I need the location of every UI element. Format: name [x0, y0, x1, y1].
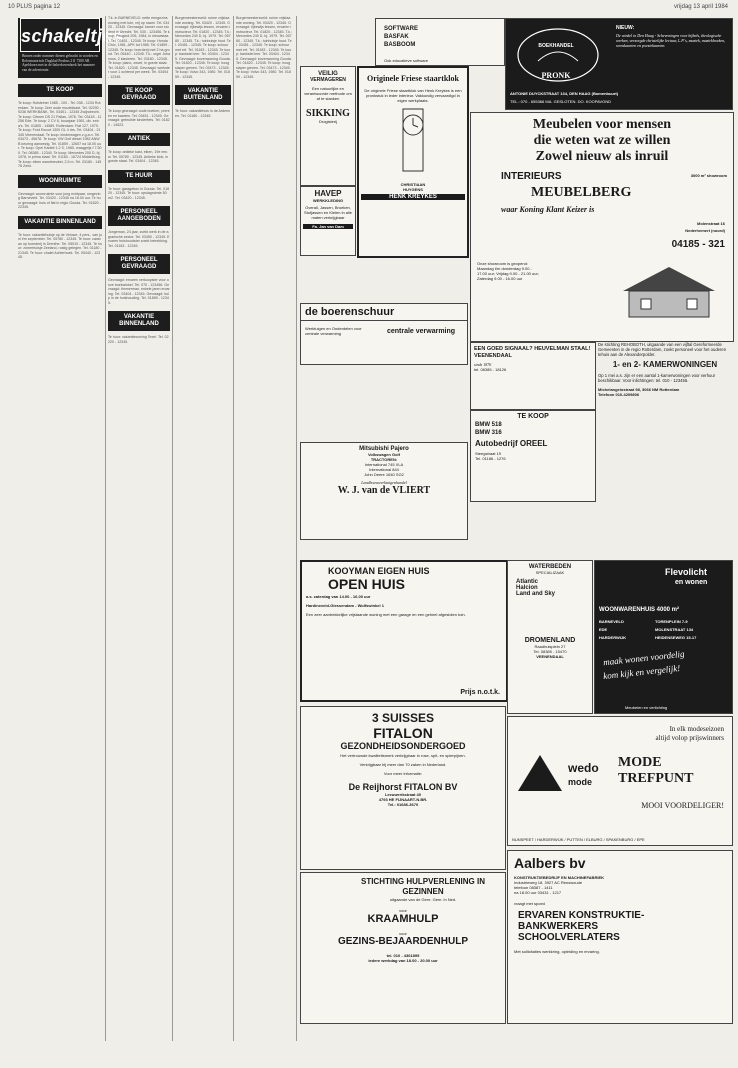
aalbers-brand: Aalbers bv [514, 855, 586, 871]
veilig-sub: VERMAGEREN [310, 77, 346, 83]
heuvelman-tel: tel. 08385 - 18126 [474, 367, 507, 372]
wedo-head2: TREFPUNT [618, 771, 694, 786]
meubel-line3: Zowel nieuw als inruil [535, 149, 669, 164]
boekhandel-nieuw: NIEUW: [616, 25, 635, 31]
havep-sub: WERKKLEDING [312, 198, 344, 203]
bmw-line2: BMW 316 [475, 430, 502, 436]
boekhandel-name: BOEKHANDEL [538, 43, 574, 49]
meubel-title: Meubelen voor mensen [532, 117, 672, 132]
classifieds-column-2 [108, 16, 170, 1041]
ad-rehoboth [598, 342, 732, 508]
flevo-city3: HARDERWIJK [599, 635, 627, 640]
aalbers-item: ERVAREN KONSTRUKTIE- [518, 910, 645, 921]
bmw-head: TE KOOP [517, 413, 549, 420]
kooyman-price: Prijs n.o.t.k. [460, 689, 500, 696]
section-header-te-huur: TE HUUR [108, 170, 170, 183]
wedo-tag1: In elk modeseizoen [669, 725, 724, 733]
classified-text: Te huur: garagebox in Gouda. Tel. 01820 - 12345. Te huur: opslagruimte 50 m2. Tel. 03420 - 12345. [108, 186, 170, 200]
ad-friese-staartklok [357, 66, 469, 258]
fitalon-address: Leeuwerikstraat 40 [384, 792, 422, 797]
aalbers-address: Industrieweg 18, 3927 AC Renswoude [514, 880, 583, 885]
rehoboth-body: Op 1 mei a.s. zijn er een aantal 1-kamerwoningen voor verhuur beschikbaar. Voor inlichtingen: tel. 010 - 123456. [598, 373, 716, 383]
wedo-triangle-icon [516, 753, 564, 793]
classifieds-column-1 [18, 16, 124, 1041]
fitalon-head: 3 SUISSES [371, 711, 435, 725]
ad-aalbers [507, 850, 733, 1024]
schakeltjes-intro: Binnen onder nummer dienen gebracht in worden en Reformatorisch Dagblad Postbus 211 7300 AB Apeldoorn met in de linkerbovenhoek het nummer van de advertentie. [18, 52, 102, 78]
flevo-st2: MOLENSTRAAT 134 [655, 627, 694, 632]
flevo-sub: en wonen [675, 579, 708, 586]
meubel-city: Nederhemert (noord) [685, 228, 725, 233]
vliert-line4: International 844 [369, 467, 399, 472]
kooyman-body: Een zeer aantrekkelijke vrijstaande woning met een garage en een geheel afgesloten tuin. [306, 612, 466, 617]
vliert-line3: International 745 XLA [364, 462, 404, 467]
waterbeden-address: Raadhuisplein 27 [534, 644, 566, 649]
fitalon-brand: FITALON [373, 725, 433, 741]
kooyman-place: Hardinxveld-Giessendam - Wolfswinkel 1 [306, 603, 384, 608]
vliert-line5: John Deere 1640 SG2 [364, 472, 404, 477]
classified-text: Te huur: vakantiehuisje op de Veluwe, 4 pers., van juni t/m september. Tel. 05780 - 12345. Te huur: caravan op boerderij in Drenthe. Tel. 05910 - 12345. Te huur: zomerhuisje Zeeland, rustig gelegen. Tel. 01180 - 21345. Te huur: chalet Achterhoek. Tel. 05440 - 12345. [18, 232, 102, 259]
ad-heuvelman-staal [470, 342, 596, 410]
fitalon-tel: Tel.: 01686-3670 [387, 802, 419, 807]
section-header-antiek: ANTIEK [108, 133, 170, 146]
stichting-note: iedere werkdag van 18.00 - 20.00 uur [368, 958, 438, 963]
aalbers-tel2: na 18.00 uur 03431 - 1217 [514, 890, 562, 895]
ad-oreel-bmw [470, 410, 596, 502]
classified-text: Jongeman, 24 jaar, zoekt werk in de agrarische sector. Tel. 03450 - 12345. Ervaren huishoudster zoekt betrekking. Tel. 01183 - 12345. [108, 230, 170, 248]
meubel-brand: INTERIEURS [501, 171, 562, 182]
boekhandel-sub: PRONK [541, 71, 571, 80]
section-header-personeel-gevraagd: PERSONEEL GEVRAAGD [108, 254, 170, 274]
schakeltjes-title: schakeltjes [20, 18, 100, 52]
veilig-head: VEILIG [318, 71, 338, 77]
rehoboth-contact: Michelangelostraat 98, 3066 NM Rotterdam [598, 387, 680, 392]
fitalon-body3: Voor meer informatie: [383, 771, 423, 776]
havep-shop: Fa. Jan van Dam [303, 224, 353, 229]
aalbers-head: KONSTRUKTIEBEDRIJF EN MACHINEFABRIEK [514, 875, 605, 880]
heuvelman-head: EEN GOED SIGNAAL? HEUVELMAN STAAL! VEENENDAAL [474, 346, 591, 359]
rehoboth-intro: De stichting REHOBOTH, uitgaande van een vijftal Gereformeerde Gemeenten in de regio Rotterdam, zoekt personeel voor het ouderen tehuis aan de Alexanderpolder. [598, 342, 727, 357]
waterbeden-phone: Tel. 08385 - 15470 [533, 649, 567, 654]
classified-text: Burgemeestersveld: ruime vrijstaande woning. Tel. 03420 - 12345. Gevraagd: rijbewijs lessen, ervaren instructeur. Tel. 01820 - 12345. T.k.: Mercedes 240 D, bj. 1979. Tel. 05780 - 12345. T.k.: tuinhuisje hout. Tel. 03451 - 12345. Te koop: schuur met erf. Tel. 01183 - 12345. Te koop: bankstel leer. Tel. 03404 - 12345. Gevraagd: bovenwoning Gouda. Tel. 01820 - 12345. Te koop: hoogslaper grenen. Tel. 03473 - 12345. Te koop: Volvo 343, 1980. Tel. 01859 - 12345. [236, 16, 293, 79]
boekhandel-address: ANTONIE DUYCKSTRAAT 134, DEN HAAG (Bomenbuurt) [510, 91, 619, 96]
waterbeden-item: Halcion [516, 585, 538, 591]
waterbeden-item: Atlantic [516, 579, 539, 585]
column-rule [105, 16, 106, 1041]
section-header-te-koop-gevraagd: TE KOOP GEVRAAGD [108, 85, 170, 105]
staartklok-head: Originele Friese staartklok [367, 74, 459, 83]
fitalon-sub: GEZONDHEIDSONDERGOED [340, 741, 466, 751]
boerenschuur-body: Werktuigen en Onderdelen voor centrale verwarming [305, 326, 362, 336]
ad-fitalon [300, 706, 506, 870]
waterbeden-head: WATERBEDEN [528, 564, 572, 570]
stichting-phone: tel. 010 - 4361895 [386, 953, 420, 958]
classifieds-column-3 [175, 16, 231, 1041]
waterbeden-city: VEENENDAAL [536, 654, 564, 659]
section-header-vakantie-buitenland: VAKANTIE BUITENLAND [175, 85, 231, 105]
boekhandel-phone: TEL.: 070 - 655366 MA. GESLOTEN. DO. KOOPAVOND [510, 99, 611, 104]
clock-illustration-icon [383, 107, 443, 177]
classified-text: Te koop gevraagd: oude boeken, prenten en kaarten. Tel. 03451 - 12345. Gevraagd: gebruikte kinderfiets. Tel. 01820 - 14523. [108, 109, 170, 127]
staartklok-brand3: HENK KREYKES [361, 194, 465, 200]
ad-stichting-hulpverlening [300, 872, 506, 1024]
ad-van-de-vliert [300, 442, 468, 540]
ad-boerenschuur [300, 303, 468, 365]
classified-text: Te koop: Holsteiner 1985 - 100 - Tel. 038 - 1234 Roterdam. Te koop: Zeer oude muziekkast. Tel. 02290 - 9236 WERKBANK, Tel. 03451 - 12345 Zwijndrecht. Te koop: Citroen DS 21 Pallas, 1976. Tel. 03418 - 11256 Ede. Te koop: 2 CV 6, bouwjaar 1981, div. extra's. Tel. 01805 - 14589. Rotterdam: Fiat 127, 1979. Te koop: Ford Escort 1300 GL 4 drs. Tel. 03404 - 21345 Veenendaal. Te koop: kinderwagen z.g.a.n. Tel. 03473 - 45678. Te koop: VW Golf diesel 1982 ANWB keuring aanwezig. Tel. 01859 - 12657 na 18.00 uur. Te koop: Opel Kadett 1.2 S, 1980, vraagprijs f 7.500. Tel. 08385 - 12340. Te koop: Mercedes 200 D, bj. 1978, in prima staat. Tel. 01183 - 16724 Middelburg. Te koop: eiken wandmeubel, 2,5 m. Tel. 03180 - 14578 Zeist. [18, 101, 102, 168]
flevo-city2: EDE [599, 627, 608, 632]
classified-text: Gevraagd: ervaren verkoopster voor onze boekwinkel. Tel. 070 - 123456. Gevraagd: timmerman, enkele jaren ervaring. Tel. 03404 - 12345. Gevraagd: hulp in de huishouding. Tel. 01859 - 12345. [108, 278, 170, 305]
vliert-line2: TRACTOREN: [370, 457, 398, 462]
page-header [8, 2, 728, 14]
section-header-te-koop: TE KOOP [18, 84, 102, 97]
section-header-vakantie-binnenland: VAKANTIE BINNENLAND [108, 311, 170, 331]
meubel-brand2: MEUBELBERG [531, 185, 632, 200]
house-illustration-icon [613, 261, 725, 321]
flevo-script: maak wonen voordelig [602, 648, 685, 668]
ad-havep-werkkleding [300, 186, 356, 256]
wedo-footer: NUNSPEET / HARDERWIJK / PUTTEN / ELBURG / SPAKENBURG / EPE [512, 837, 645, 842]
software-line3: BASBOOM [384, 42, 416, 48]
staartklok-brand2: HUYGENS [403, 187, 423, 192]
bmw-line1: BMW 518 [475, 422, 502, 428]
aalbers-item: SCHOOLVERLATERS [518, 932, 620, 943]
aalbers-foot: Met sollicitaties werkkring, opleiding en ervaring. [514, 949, 600, 954]
bmw-tel: Tel. 01186 - 1276 [475, 456, 506, 461]
bmw-address: Steegstraat 19 [475, 451, 502, 456]
ad-wedo-mode-trefpunt [507, 716, 733, 846]
fitalon-body: Het vertrouwde kwaliteitsmerk verkrijgbaar in rose, spit- en spierpijnen. [340, 753, 466, 758]
wedo-brand: wedo [568, 761, 599, 775]
staartklok-brand1: CHRISTIAAN [400, 182, 426, 187]
fitalon-city: 4793 HE FIJNAART-N.BR. [378, 797, 428, 802]
column-rule [172, 16, 173, 1041]
rehoboth-head: 1- en 2- KAMERWONINGEN [612, 360, 718, 369]
section-header-personeel-aangeboden: PERSONEEL AANGEBODEN [108, 206, 170, 226]
havep-body: Overall, Jassen, Broeken, Stofjassen en Kielen in alle maten verkrijgbaar [303, 205, 353, 220]
software-line2: BASFAK [384, 34, 409, 40]
classified-text: Gevraagd: woonruimte voor jong echtpaar, omgeving Barneveld. Tel. 03420 - 12345 na 18.00 uur. Te huur gevraagd: huis of flat in regio Gouda. Tel. 01820 - 22345. [18, 191, 101, 209]
flevo-footer: Meubelen en verlichting [625, 705, 668, 710]
meubel-hours: Onze showroom is geopend: Maandag t/m donderdag 9.00 - 17.00 uur; Vrijdag 9.00 - 21.00 uur; Zaterdag 9.00 - 16.00 uur [477, 261, 539, 281]
havep-head: HAVEP [314, 189, 342, 198]
classified-text: Te koop: antieke kast, eiken, 19e eeuw. Tel. 05780 - 12345. Antieke klok, in goede staat. Tel. 03404 - 12345. [108, 150, 169, 163]
flevo-head: Flevolicht [665, 567, 708, 577]
classified-text: T.k. in BARNEVELD: nette eengezinswoning met tuin, vrij op naam. Tel. 03420 - 12345. Gevraagd: kamer voor student in Utrecht. Tel. 030 - 123456. Te koop: Peugeot 205, 1984, in nieuwstaat. Tel. 03451 - 12345. Te koop: Honda Civic, 1981, APK tot 1985. Tel. 01859 - 12345. Te koop: boerderij met 2 ha grond. Tel. 05440 - 12345. T.k.: orgel Johannus, 2 klavieren. Tel. 03180 - 12345. Te koop: piano, zwart, in goede staat. Tel. 01820 - 12345. Gevraagd: werkster voor 1 ochtend per week. Tel. 03404 - 12345. [108, 16, 171, 79]
vliert-line1: Volkswagen Golf [368, 452, 400, 457]
wedo-brand2: mode [568, 777, 593, 787]
header-left: 10 PLUS pagina 12 [8, 4, 61, 10]
flevo-st3: HEIDENSEWEG 15-17 [655, 635, 697, 640]
software-footer: Ook educatieve software [384, 58, 429, 63]
meubel-phone: 04185 - 321 [671, 239, 725, 250]
boerenschuur-head: de boerenschuur [301, 304, 467, 321]
aalbers-tel: telefoon 08387 - 1411 [514, 885, 553, 890]
classified-text: Burgemeestersveld: ruime vrijstaande woning. Tel. 03420 - 12345. Gevraagd: rijbewijs lessen, ervaren instructeur. Tel. 01820 - 12345. T.k.: Mercedes 240 D, bj. 1979. Tel. 05780 - 12345. T.k.: tuinhuisje hout. Tel. 03451 - 12345. Te koop: schuur met erf. Tel. 01183 - 12345. Te koop: bankstel leer. Tel. 03404 - 12345. Gevraagd: bovenwoning Gouda. Tel. 01820 - 12345. Te koop: hoogslaper grenen. Tel. 03473 - 12345. Te koop: Volvo 343, 1980. Tel. 01859 - 12345. [175, 16, 232, 79]
veilig-body: Een natuurlijke en verantwoorde methode om af te slanken [304, 86, 352, 101]
classified-text: Te huur: vakantiewoning Texel. Tel. 02220 - 12345. [108, 335, 169, 344]
flevo-line1: WOONWARENHUIS 4000 m² [599, 607, 680, 613]
ad-flevolicht [594, 560, 733, 714]
software-line1: SOFTWARE [384, 26, 418, 32]
ad-kooyman-open-huis [300, 560, 508, 702]
kooyman-sub: a.s. zaterdag van 14.00 - 16.00 uur [306, 594, 371, 599]
stichting-sub: uitgaande van de Gere. Gem. in Ned. [389, 897, 457, 902]
classified-text: Te huur: vakantiehuis in de Ardennen. Tel. 01180 - 12345. [175, 109, 231, 118]
rehoboth-phone: Telefoon 010-4209806 [598, 392, 640, 397]
ad-meubelberg [470, 112, 734, 342]
header-right: vrijdag 13 april 1984 [673, 4, 728, 10]
ad-software [375, 18, 505, 66]
stichting-head: STICHTING HULPVERLENING IN GEZINNEN [360, 877, 485, 896]
stichting-brand2: GEZINS-BEJAARDENHULP [337, 936, 468, 947]
stichting-line2: voor [399, 931, 407, 936]
stichting-line1: voor [399, 908, 407, 913]
waterbeden-item: Land and Sky [516, 591, 556, 597]
column-rule [233, 16, 234, 1041]
waterbeden-sub: SPECIALIZAAK [535, 570, 565, 575]
ad-dromenland-waterbeden [507, 560, 593, 714]
aalbers-vraagt: vraagt met spoed [514, 901, 545, 906]
kooyman-brand: KOOYMAN EIGEN HUIS [328, 566, 430, 576]
waterbeden-brand: DROMENLAND [524, 637, 576, 644]
vliert-sub: Landbouwwerktuigenhandel [361, 480, 407, 485]
meubel-line2: die weten wat ze willen [533, 133, 671, 148]
section-header-woonruimte: WOONRUIMTE [18, 175, 102, 188]
ad-veilig-vermageren [300, 66, 356, 186]
veilig-brand: SIKKING [306, 108, 350, 119]
boekhandel-nieuw-text: De winkel in Den Haag - Scheveningen voor bijbels, theologische werken, verzorgde christelijke lectuur, L.P.'s, muziek, muziekboeken, wenskaarten en poeziekaarten. [616, 33, 726, 48]
wedo-head1: MODE [618, 755, 662, 770]
section-header-vakantie: VAKANTIE BINNENLAND [18, 216, 102, 229]
wedo-slogan: MOOI VOORDELIGER! [641, 801, 724, 810]
veilig-shop: Drogisterij [318, 119, 337, 124]
fitalon-body2: Verkrijgbaar bij meer dan 70 zaken in Nederland. [359, 762, 447, 767]
stichting-brand1: KRAAMHULP [367, 913, 439, 925]
meubel-tagline: waar Koning Klant Keizer is [501, 205, 595, 214]
meubel-area: 3000 m² showroom [690, 173, 727, 178]
flevo-st1: TORENPLEIN 7-9 [655, 619, 688, 624]
meubel-address: Molenstraat 16 [696, 221, 725, 226]
staartklok-body: De originele Friese staartklok van Henk Kreykes is een pronkstuk in ieder interieur. Vakkundig vervaardigd in eigen werkplaats. [364, 88, 462, 103]
heuvelman-since: sinds 1876 [474, 362, 492, 367]
vliert-head: Mitsubishi Pajero [359, 446, 409, 452]
classifieds-column-4 [236, 16, 292, 1041]
aalbers-item: BANKWERKERS [518, 921, 598, 932]
schakeltjes-masthead [18, 18, 124, 52]
vliert-brand: W. J. van de VLIERT [337, 485, 431, 496]
bmw-brand: Autobedrijf OREEL [475, 439, 548, 448]
wedo-tag2: altijd volop prijswinners [655, 734, 724, 742]
boerenschuur-sub: centrale verwarming [386, 328, 456, 335]
fitalon-shop: De Reijhorst FITALON BV [348, 782, 458, 792]
ad-boekhandel-pronk [505, 18, 733, 110]
flevo-city1: BARNEVELD [599, 619, 624, 624]
kooyman-head: OPEN HUIS [328, 576, 406, 592]
column-rule [296, 16, 297, 1041]
flevo-script2: kom kijk en vergelijk! [602, 662, 681, 682]
